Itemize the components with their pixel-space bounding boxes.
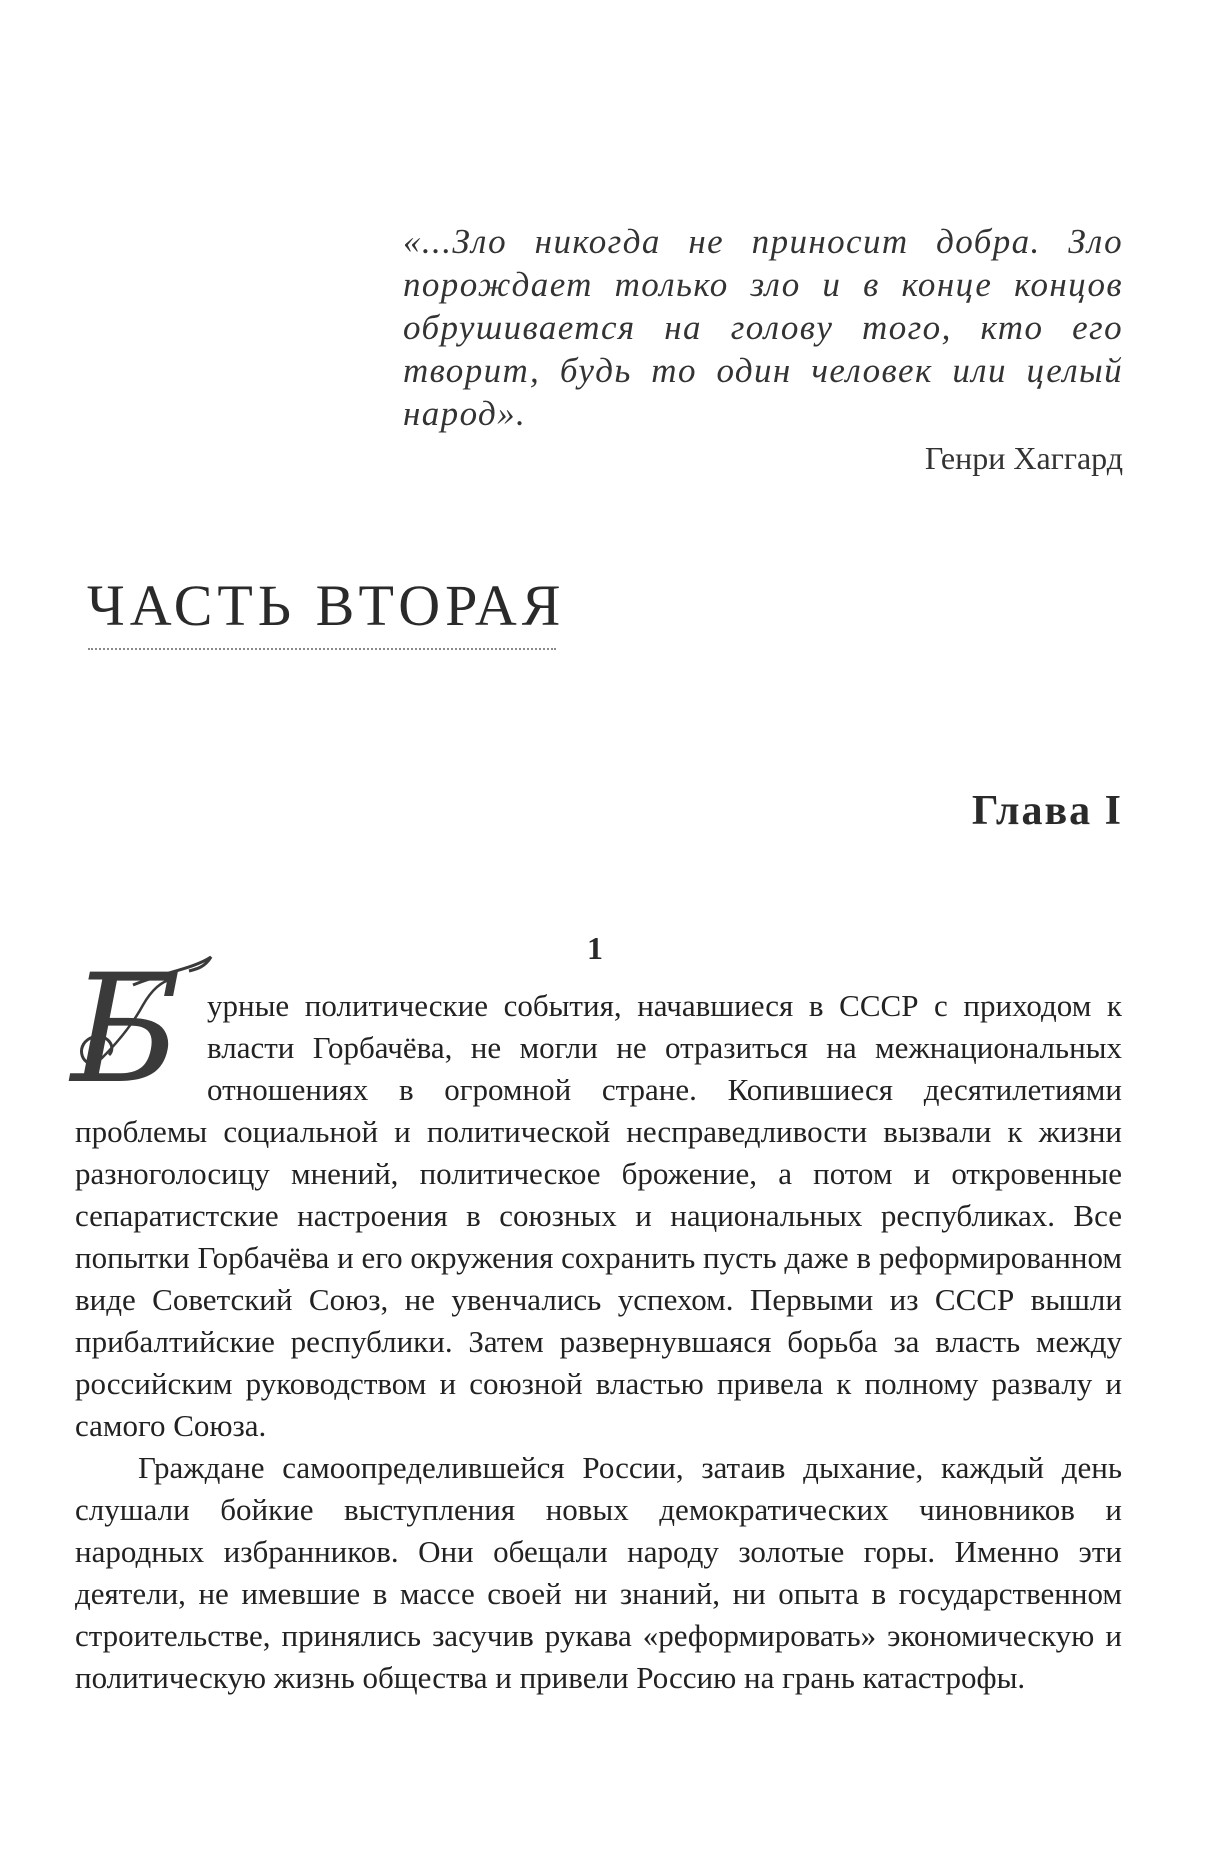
- epigraph: [403, 220, 1123, 478]
- paragraph-1: урные политические события, начавшиеся в СССР с приходом к власти Горбачёва, не могли не отразиться на межнациональных отношениях в огромной стране. Копившиеся десятилетиями проблемы социальной и политической несправедливости вызвали к жизни разноголосицу мнений, политическое брожение, а потом и откровенные сепаратистские настроения в союзных и национальных республиках. Все попытки Горбачёва и его окружения сохранить пусть даже в реформированном виде Советский Союз, не увенчались успехом. Первыми из СССР вышли прибалтийские республики. Затем развернувшаяся борьба за власть между российским руководством и союзной властью привела к полному развалу и самого Союза.: [75, 988, 1122, 1443]
- part-title: ЧАСТЬ ВТОРАЯ: [87, 573, 566, 638]
- chapter-title: Глава I: [971, 788, 1123, 834]
- epigraph-author: Генри Хаггард: [924, 440, 1123, 476]
- drop-cap-letter: Б: [71, 943, 182, 1117]
- paragraph-2: Граждане самоопределившейся России, затаив дыхание, каждый день слушали бойкие выступления новых демократических чиновников и народных избранников. Они обещали народу золотые горы. Именно эти деятели, не имевшие в массе своей ни знаний, ни опыта в государственном строительстве, принялись засучив рукава «реформировать» экономическую и политическую жизнь общества и привели Россию на грань катастрофы.: [75, 1450, 1122, 1695]
- part-title-dotted-rule: [88, 648, 556, 650]
- body-text: [71, 943, 1122, 1699]
- section-number: 1: [587, 930, 603, 966]
- epigraph-quote: «...Зло никогда не приносит добра. Зло порождает только зло и в конце концов обрушивается на голову того, кто его творит, будь то один человек или целый народ».: [403, 222, 1123, 433]
- drop-cap: [71, 943, 201, 1117]
